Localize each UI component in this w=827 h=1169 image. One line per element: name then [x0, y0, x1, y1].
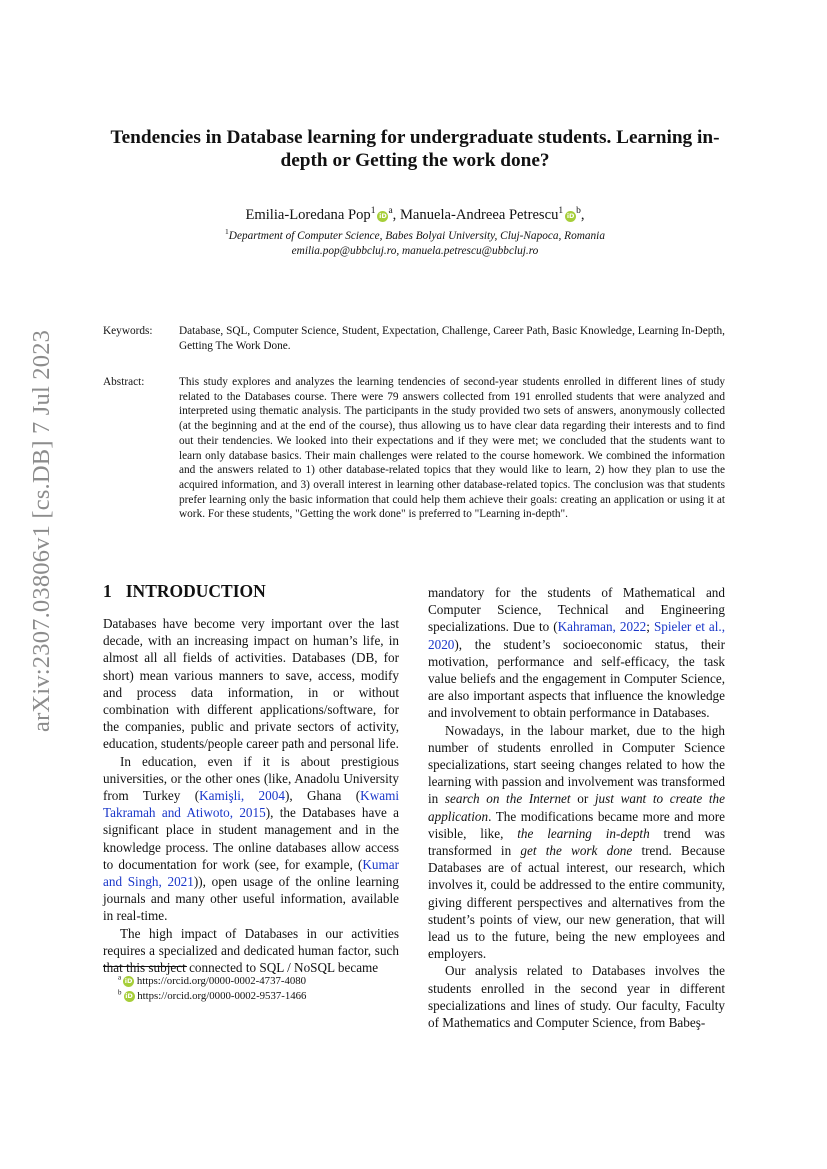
keywords-label: Keywords:: [103, 325, 153, 337]
section-number: 1: [103, 581, 112, 601]
paragraph: Databases have become very important over the last decade, with an increasing impact on human’s life, in almost all all fields of activities. Databases (DB, for short) mean various manners to save, access, modify and process data information, in or without combination with different applications/software, for the companies, public and private sectors of activity, education, students/people career path and personal life.: [103, 616, 399, 752]
citation-link[interactable]: Kahraman, 2022: [557, 619, 647, 635]
text-run: In education, even if it is about prestigious universities, or the other ones (like, Anadolu University from Turkey (: [103, 753, 399, 804]
author-orcid-mark: b: [576, 206, 581, 217]
author-affil-sup: 1: [370, 206, 376, 217]
emphasis: get the work done: [520, 843, 633, 859]
text-run: . The modifications became more and more visible, like,: [428, 808, 725, 841]
author-name: Manuela-Andreea Petrescu: [399, 207, 559, 223]
affiliation: [90, 229, 740, 244]
author-list: [90, 206, 740, 224]
citation-link[interactable]: Kumar and Singh, 2021: [103, 856, 399, 890]
abstract-label: Abstract:: [103, 376, 145, 388]
text-run: or: [570, 791, 595, 807]
footnote-mark: a: [118, 973, 122, 982]
orcid-icon[interactable]: iD: [379, 212, 387, 220]
text-run: ), the student’s socioeconomic status, their motivation, performance and self-efficacy, the task value beliefs and the engagement in Computer Science, are also important aspects that influence the knowledge and involvement to obtain performance in Databases.: [428, 636, 725, 721]
author-separator: ,: [392, 207, 400, 223]
emphasis: just want to create the application: [428, 791, 725, 824]
orcid-icon: iD: [124, 977, 133, 985]
emphasis: the learning in-depth: [517, 825, 650, 841]
arxiv-sidebar-id: arXiv:2307.03806v1 [cs.DB] 7 Jul 2023: [28, 329, 55, 732]
orcid-icon: iD: [125, 992, 133, 1000]
text-run: mandatory for the students of Mathematical and Computer Science, Technical and Engineering specializations. Due to (: [428, 585, 725, 635]
footnote-rule: [103, 966, 187, 967]
orcid-icon[interactable]: iD: [566, 212, 575, 220]
right-column: [428, 584, 725, 1031]
affiliation-text: Department of Computer Science, Babes Bolyai University, Cluj-Napoca, Romania: [228, 230, 605, 242]
citation-link[interactable]: Kamişli, 2004: [199, 788, 285, 804]
paper-title: Tendencies in Database learning for undergraduate students. Learning in-depth or Getting the work done?: [110, 127, 720, 171]
paragraph: [428, 722, 725, 963]
left-column: [103, 615, 399, 976]
affiliation-sup: 1: [225, 227, 229, 237]
author-orcid-mark: a: [388, 206, 393, 217]
footnote-orcid-a: [118, 974, 306, 988]
author-list-end: ,: [580, 207, 585, 223]
emphasis: search on the Internet: [444, 791, 571, 807]
text-run: ), Ghana (: [284, 788, 361, 804]
citation-link[interactable]: Spieler et al., 2020: [428, 619, 726, 652]
footnote-orcid-b: [118, 989, 306, 1003]
orcid-url[interactable]: https://orcid.org/0000-0002-9537-1466: [137, 990, 307, 1002]
footnote-mark: b: [118, 988, 122, 997]
text-run: ;: [646, 619, 654, 635]
paragraph: [103, 753, 399, 925]
paragraph: [428, 584, 725, 722]
paragraph: The high impact of Databases in our activities requires a specialized and dedicated human factor, such that this subject connected to SQL / NoSQL became: [103, 925, 399, 976]
orcid-url[interactable]: https://orcid.org/0000-0002-4737-4080: [136, 975, 307, 987]
author-name: Emilia-Loredana Pop: [245, 207, 371, 223]
paragraph: Our analysis related to Databases involves the students enrolled in the second year in different specializations and lines of study. Our faculty, Faculty of Mathematics and Computer Science, from Babeş-: [428, 963, 725, 1031]
author-affil-sup: 1: [558, 206, 564, 217]
text-run: Nowadays, in the labour market, due to the high number of students enrolled in Computer Science specializations, start seeing changes related to how the learning with passion and involvement was transformed in: [428, 722, 725, 807]
text-run: trend. Because Databases are of actual interest, our research, which involves it, could be addressed to the entire community, giving different perspectives and alternatives from the student’s points of view, our new generation, that will lead us to the future, being the new employees and employers.: [428, 843, 725, 962]
keywords-text: Database, SQL, Computer Science, Student, Expectation, Challenge, Career Path, Basic Knowledge, Learning In-Depth, Getting The Work Done.: [179, 325, 725, 352]
citation-link[interactable]: Kwami Takramah and Atiwoto, 2015: [103, 788, 399, 821]
text-run: ), the Databases have a significant place in student management and in the knowledge process. The online databases allow access to documentation for work (see, for example, (: [103, 805, 399, 872]
abstract-text: This study explores and analyzes the learning tendencies of second-year students enrolled in different lines of study related to the Databases course. There were 79 answers collected from 191 enrolled students that were analyzed and interpreted using thematic analysis. The participants in the study provided two sets of answers, anonymously collected (at the beginning and at the end of the course), thus allowing us to have clear data regarding their interests and to find out their tendencies. We looked into their expectations and if they were met; we concluded that the students want to learn only database basics. Their main challenges were related to the course homework. We combined the information and the answers related to 1) other database-related topics that they would like to learn, 2) how they plan to use the acquired information, and 3) overall interest in learning other database-related topics. The conclusion was that students prefer learning only the basic information that could help them achieve their goals: creating an application or using it at work. For these students, "Getting the work done" is preferred to "Learning in-depth".: [179, 376, 725, 521]
section-title: INTRODUCTION: [125, 581, 266, 601]
author-emails: emilia.pop@ubbcluj.ro, manuela.petrescu@ubbcluj.ro: [291, 245, 539, 257]
text-run: trend was transformed in: [428, 825, 725, 859]
section-heading: [103, 580, 266, 602]
text-run: )), open usage of the online learning journals and many other useful information, available in real-time.: [103, 874, 399, 924]
